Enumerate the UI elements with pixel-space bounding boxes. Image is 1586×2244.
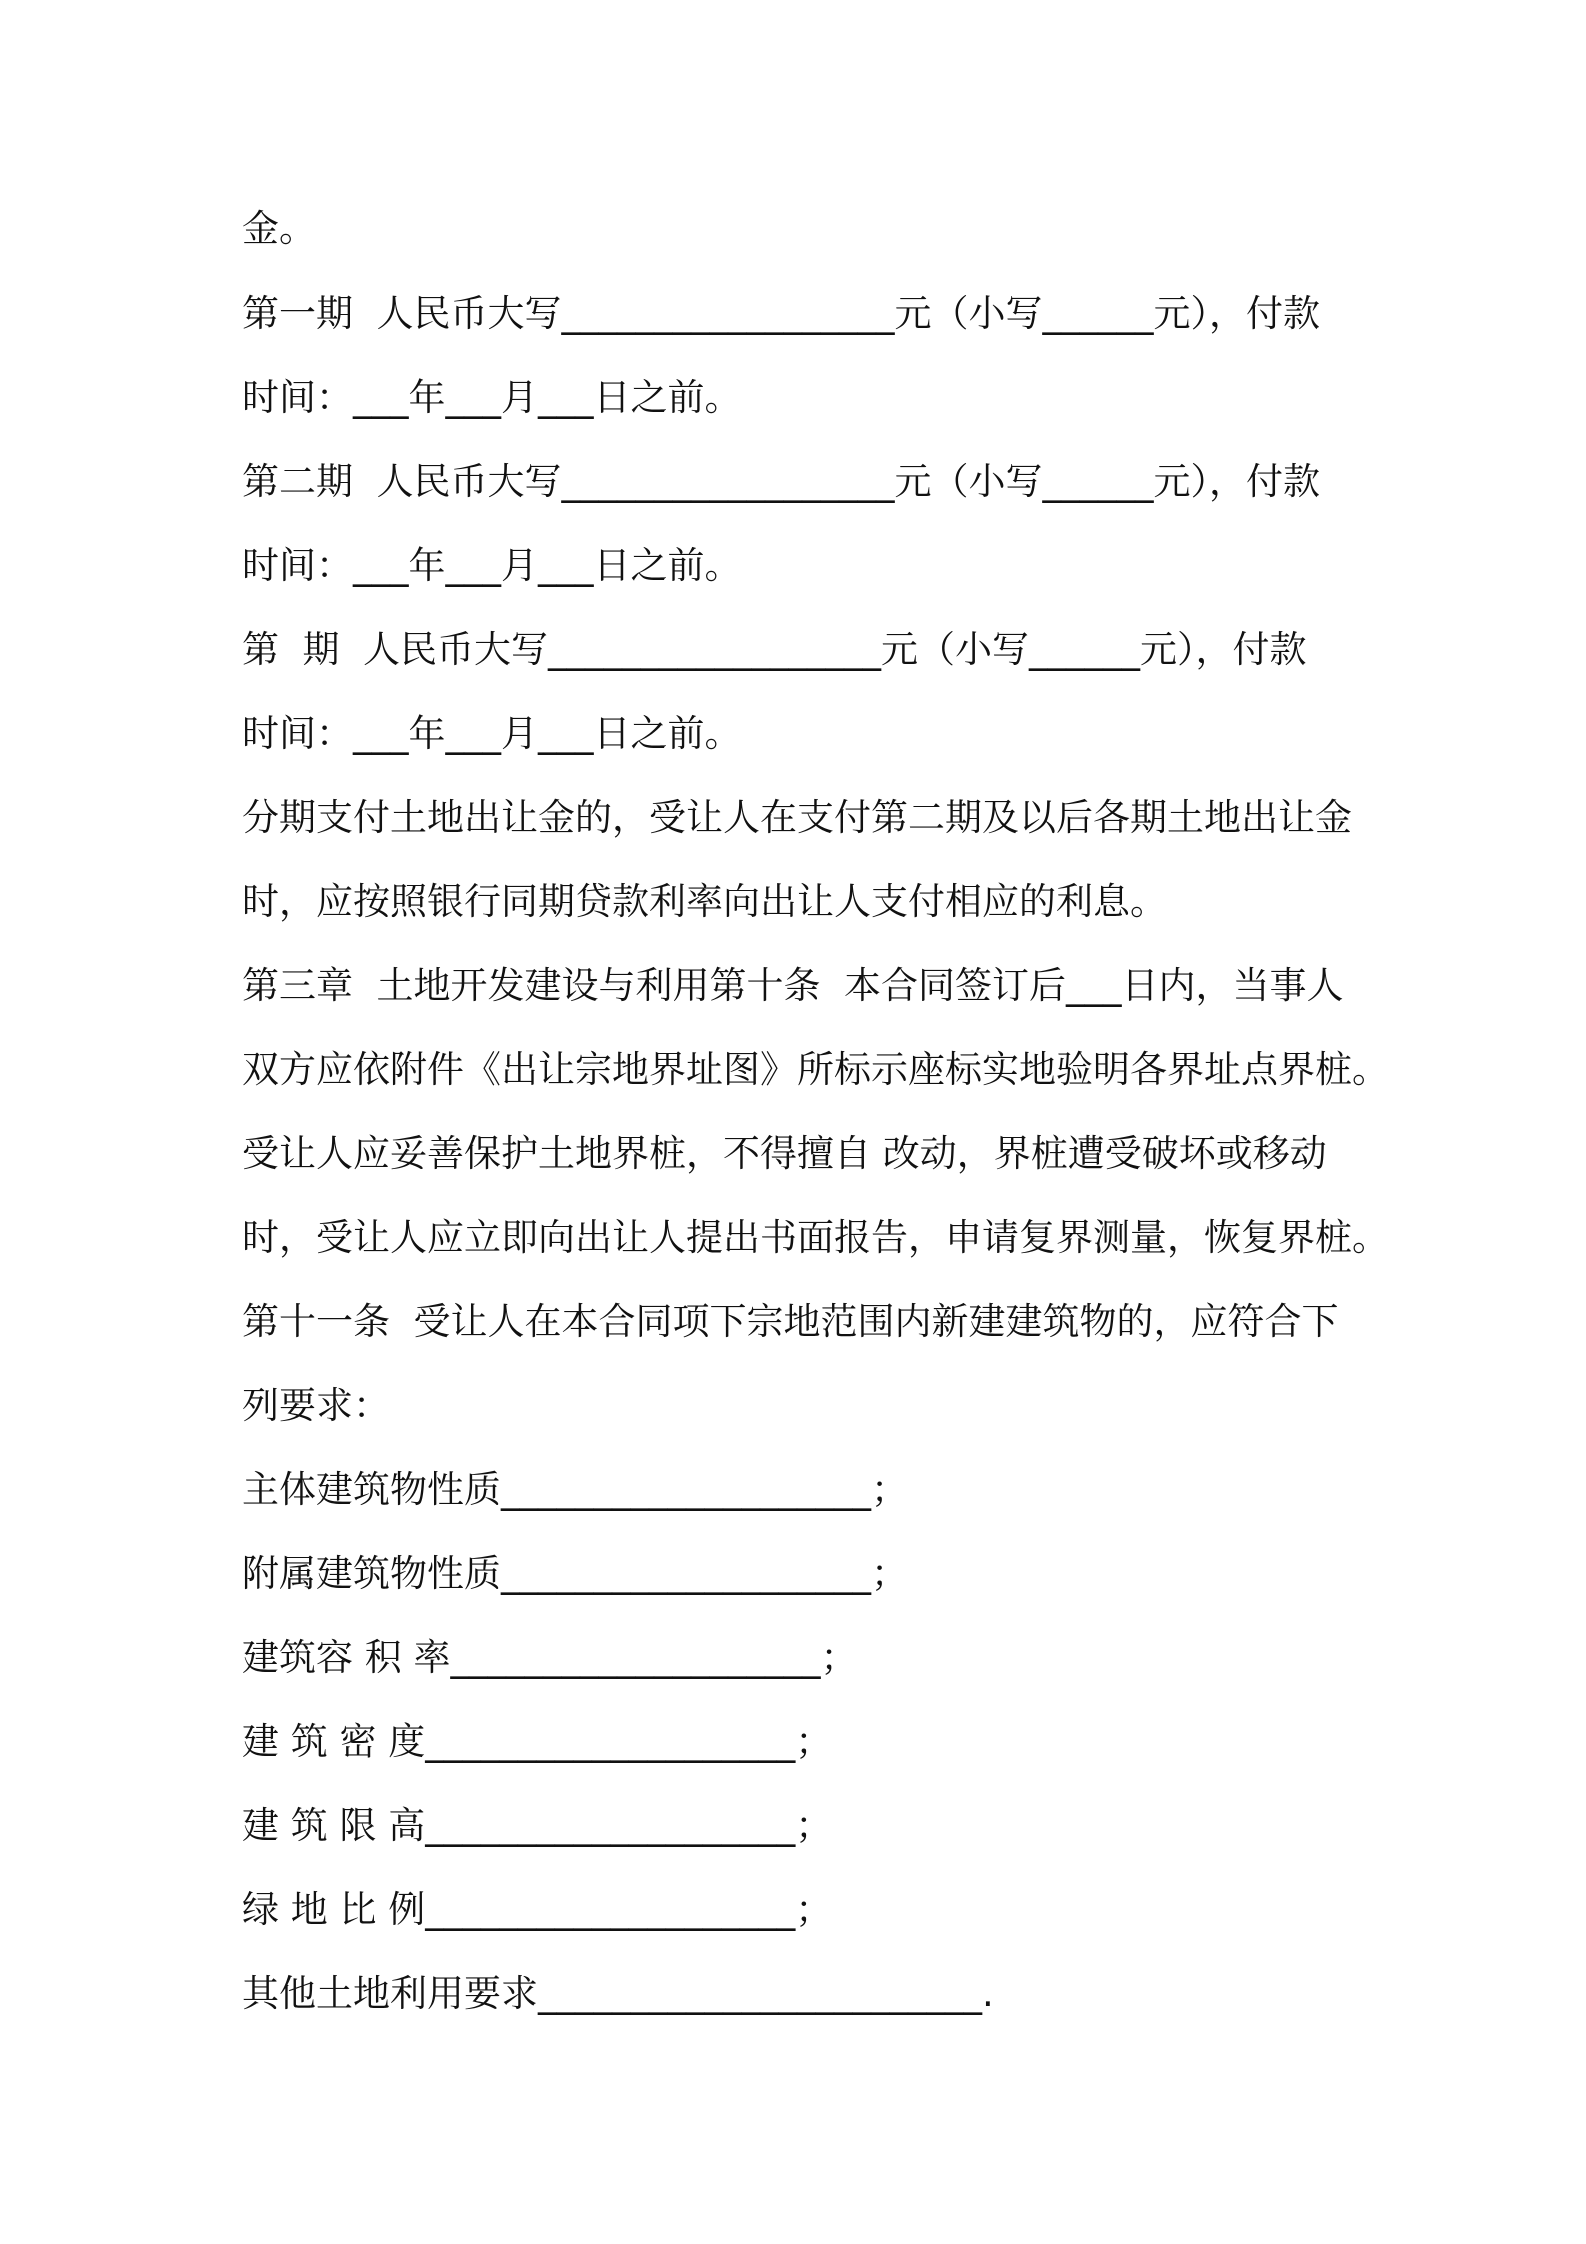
paragraph-line-11: 双方应依附件《出让宗地界址图》所标示座标实地验明各界址点界桩。 (242, 1048, 1389, 1091)
requirement-main-building: 主体建筑物性质____________________； (242, 1468, 908, 1511)
paragraph-line-5: 时间：___年___月___日之前。 (242, 544, 742, 587)
paragraph-line-4: 第二期 人民币大写__________________元（小写______元），付款 (242, 460, 1321, 503)
paragraph-line-2: 第一期 人民币大写__________________元（小写______元），付款 (242, 292, 1321, 335)
paragraph-line-13: 时，受让人应立即向出让人提出书面报告，申请复界测量，恢复界桩。 (242, 1216, 1389, 1259)
paragraph-line-12: 受让人应妥善保护土地界桩，不得擅自 改动，界桩遭受破坏或移动 (242, 1132, 1327, 1175)
paragraph-line-14: 第十一条 受让人在本合同项下宗地范围内新建建筑物的，应符合下 (242, 1300, 1339, 1343)
requirement-other-land-use: 其他土地利用要求________________________. (242, 1972, 994, 2015)
paragraph-line-15: 列要求： (242, 1384, 390, 1427)
paragraph-line-3: 时间：___年___月___日之前。 (242, 376, 742, 419)
requirement-green-ratio: 绿 地 比 例____________________； (242, 1888, 833, 1931)
requirement-building-density: 建 筑 密 度____________________； (242, 1720, 833, 1763)
requirement-plot-ratio: 建筑容 积 率____________________； (242, 1636, 858, 1679)
paragraph-line-8: 分期支付土地出让金的，受让人在支付第二期及以后各期土地出让金 (242, 796, 1352, 839)
paragraph-line-6: 第 期 人民币大写__________________元（小写______元），付款 (242, 628, 1307, 671)
paragraph-line-1: 金。 (242, 207, 316, 250)
paragraph-line-9: 时，应按照银行同期贷款利率向出让人支付相应的利息。 (242, 880, 1167, 923)
requirement-ancillary-building: 附属建筑物性质____________________； (242, 1552, 908, 1595)
paragraph-line-10: 第三章 土地开发建设与利用第十条 本合同签订后___日内，当事人 (242, 964, 1344, 1007)
requirement-height-limit: 建 筑 限 高____________________； (242, 1804, 833, 1847)
paragraph-line-7: 时间：___年___月___日之前。 (242, 712, 742, 755)
